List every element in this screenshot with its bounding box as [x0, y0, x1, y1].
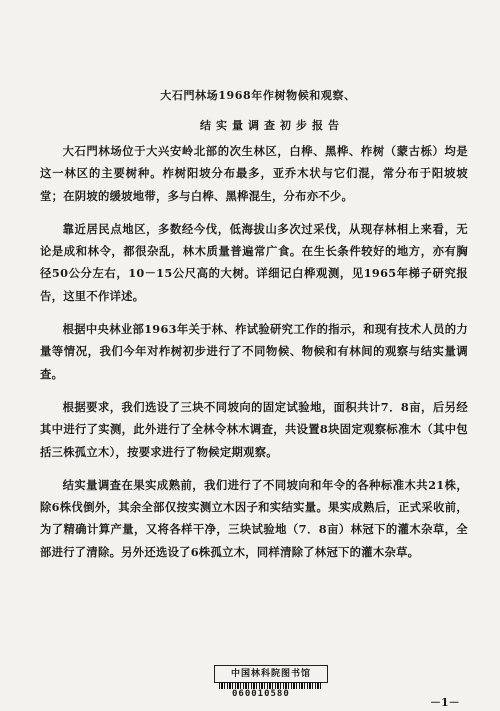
page-number: －1－ — [430, 696, 460, 709]
barcode-number: 060010580 — [232, 689, 290, 699]
document-title: 大石門林场1968年作树物候和观察、 — [160, 89, 356, 102]
document-body — [40, 140, 468, 574]
paragraph: 大石門林场位于大兴安岭北部的次生林区，白桦、黑桦、柞树（蒙古栎）均是这一林区的主要树种。柞树阳坡分布最多，亚乔木状与它们混，常分布于阳坡坡堂；在阴坡的缓坡地带，多与白桦、黑桦混生，分布亦不少。 — [40, 144, 468, 203]
paragraph: 根据中央林业部1963年关于林、柞试验研究工作的指示，和现有技术人员的力量等情况，我们今年对柞树初步进行了不同物候、物候和有林间的观察与结实量调查。 — [40, 322, 468, 381]
document-subtitle: 结实量调查初步报告 — [200, 119, 344, 132]
paragraph: 根据要求，我们选设了三块不同坡向的固定试验地，面积共计7．8亩，后另经其中进行了实测，此外进行了全林令林木调查，共设置8块固定观察标准木（其中包括三株孤立木），按要求进行了物候定期观察。 — [40, 399, 468, 459]
library-stamp: 中国林科院图书馆 — [214, 665, 328, 683]
paragraph: 结实量调查在果实成熟前，我们进行了不同坡向和年令的各种标准木共21株，除6株伐倒外，其余全部仅按实测立木因子和实结实量。果实成熟后，正式采收前，为了精确计算产量，又将各样干净，三块试验地（7．8亩）林冠下的灌木杂草，全部进行了清除。另外还选设了6株孤立木，同样清除了林冠下的灌木杂草。 — [40, 477, 468, 559]
barcode-graphic — [219, 682, 321, 689]
paragraph: 靠近居民点地区，多数经今伐，低海拔山多次过采伐，从现存林相上来看，无论是成和林令，都很杂乱，林木质量普遍常广食。在生长条件较好的地方，亦有胸径50公分左右，10－15公尺高的大树。详细记白桦观测，见1965年梯子研究报告，这里不作详述。 — [40, 221, 468, 303]
